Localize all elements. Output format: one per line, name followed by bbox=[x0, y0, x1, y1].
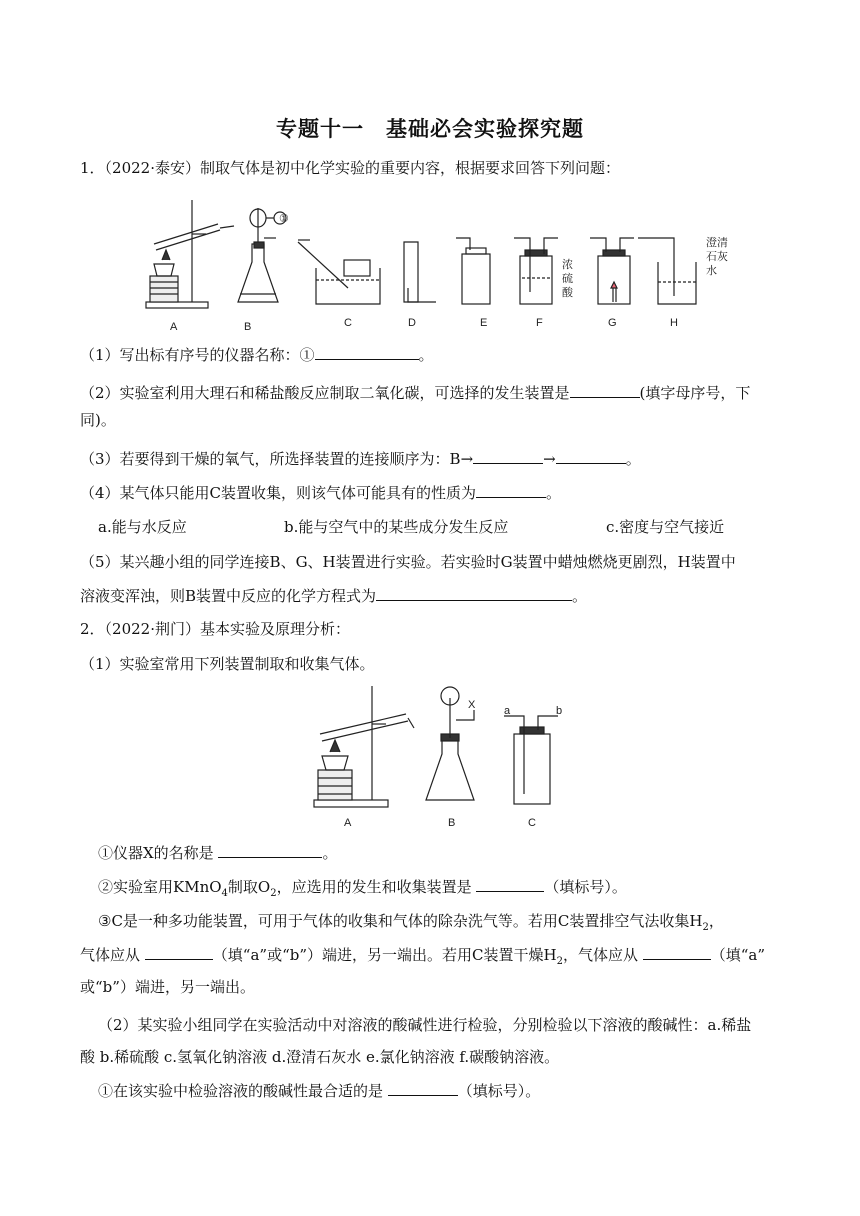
answer-blank-2[interactable] bbox=[570, 381, 640, 398]
apparatus-e bbox=[456, 238, 490, 304]
q1-apparatus-figure bbox=[140, 198, 740, 338]
option-c: c.密度与空气接近 bbox=[606, 518, 725, 536]
page-title: 专题十一 基础必会实验探究题 bbox=[276, 116, 584, 141]
h-reagent-2: 石灰 bbox=[706, 251, 728, 263]
answer-blank-kmno4[interactable] bbox=[476, 875, 544, 892]
label-g: G bbox=[608, 317, 617, 329]
q1-part2: （2）实验室利用大理石和稀盐酸反应制取二氧化碳，可选择的发生装置是 (填字母序号，下 bbox=[80, 381, 785, 405]
q2-label-a: A bbox=[344, 817, 352, 829]
q2-part2b: 酸 b.稀硫酸 c.氢氧化钠溶液 d.澄清石灰水 e.氯化钠溶液 f.碳酸钠溶液。 bbox=[80, 1048, 560, 1066]
apparatus-c bbox=[298, 240, 380, 304]
q2-part2c: ①在该实验中检验溶液的酸碱性最合适的是 （填标号）。 bbox=[98, 1079, 803, 1103]
label-port-a: a bbox=[504, 705, 511, 717]
f-reagent-1: 浓 bbox=[562, 259, 573, 271]
q2-sub2: ②实验室用KMnO$_4$制取$O_2$，应选用的发生和收集装置是 （填标号）。 bbox=[98, 875, 803, 906]
apparatus-d bbox=[404, 242, 436, 302]
q2-label-b: B bbox=[448, 817, 456, 829]
h-reagent-1: 澄清 bbox=[706, 237, 728, 249]
q1-stem: 1．（2022·泰安）制取气体是初中化学实验的重要内容，根据要求回答下列问题： bbox=[80, 159, 620, 177]
q2-apparatus-c bbox=[504, 716, 558, 804]
answer-blank-4[interactable] bbox=[476, 481, 546, 498]
answer-blank-3a[interactable] bbox=[473, 447, 543, 464]
q2-sub1: ①仪器X的名称是 。 bbox=[98, 841, 803, 865]
q2-sub3b: 气体应从 （填“a”或“b”）端进，另一端出。若用C装置干燥$H_2$，气体应从 （填“a” bbox=[80, 943, 785, 974]
f-reagent-2: 硫 bbox=[562, 273, 573, 285]
q2-apparatus-b bbox=[426, 687, 474, 800]
q2-stem: 2．（2022·荆门）基本实验及原理分析： bbox=[80, 620, 350, 638]
f-reagent-3: 酸 bbox=[562, 287, 573, 299]
q1-part3: （3）若要得到干燥的氧气，所选择装置的连接顺序为：B→ → 。 bbox=[80, 447, 785, 471]
label-d: D bbox=[408, 317, 416, 329]
apparatus-f bbox=[514, 238, 558, 304]
q2-part2a: （2）某实验小组同学在实验活动中对溶液的酸碱性进行检验，分别检验以下溶液的酸碱性：a.稀盐 bbox=[98, 1016, 752, 1034]
label-h: H bbox=[670, 317, 678, 329]
label-e: E bbox=[480, 317, 488, 329]
q1-part5b: 溶液变浑浊，则B装置中反应的化学方程式为 。 bbox=[80, 584, 785, 608]
label-a: A bbox=[170, 321, 178, 333]
q1-options bbox=[98, 515, 803, 539]
answer-blank-3b[interactable] bbox=[556, 447, 626, 464]
q1-part2-cont: 同)。 bbox=[80, 411, 116, 429]
answer-blank-h2-dry[interactable] bbox=[643, 943, 711, 960]
label-c: C bbox=[344, 317, 352, 329]
q2-apparatus-figure bbox=[310, 684, 590, 834]
q2-sub3a: ③C是一种多功能装置，可用于气体的收集和气体的除杂洗气等。若用C装置排空气法收集$H_2$， bbox=[98, 912, 724, 933]
label-port-b: b bbox=[556, 705, 563, 717]
q1-part1: （1）写出标有序号的仪器名称：① 。 bbox=[80, 343, 785, 367]
apparatus-h bbox=[638, 238, 696, 304]
answer-blank-x[interactable] bbox=[218, 841, 322, 858]
answer-blank-h2-collect[interactable] bbox=[145, 943, 213, 960]
option-a: a.能与水反应 bbox=[98, 518, 187, 536]
marker-label: ① bbox=[279, 213, 289, 225]
q2-part1: （1）实验室常用下列装置制取和收集气体。 bbox=[80, 655, 375, 673]
answer-blank-5[interactable] bbox=[376, 584, 572, 601]
apparatus-a bbox=[146, 200, 234, 308]
answer-blank-1[interactable] bbox=[315, 343, 419, 360]
label-x: X bbox=[468, 699, 476, 711]
label-f: F bbox=[536, 317, 543, 329]
q2-apparatus-a bbox=[314, 686, 414, 807]
h-reagent-3: 水 bbox=[706, 265, 717, 277]
option-b: b.能与空气中的某些成分发生反应 bbox=[284, 518, 509, 536]
q1-part4: （4）某气体只能用C装置收集，则该气体可能具有的性质为 。 bbox=[80, 481, 785, 505]
answer-blank-indicator[interactable] bbox=[388, 1079, 458, 1096]
apparatus-g bbox=[590, 238, 634, 304]
label-b: B bbox=[244, 321, 252, 333]
q1-part5a: （5）某兴趣小组的同学连接B、G、H装置进行实验。若实验时G装置中蜡烛燃烧更剧烈，H装置中 bbox=[80, 553, 736, 571]
q2-sub3c: 或“b”）端进，另一端出。 bbox=[80, 978, 255, 996]
q2-label-c: C bbox=[528, 817, 536, 829]
